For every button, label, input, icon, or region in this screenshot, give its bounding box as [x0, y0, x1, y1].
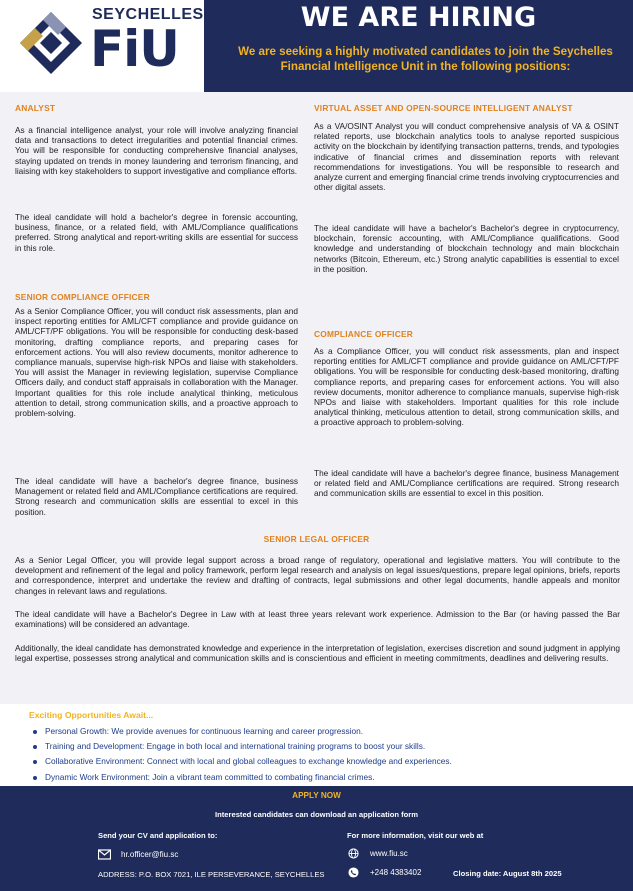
bullet-icon: [33, 760, 37, 764]
compliance-title: COMPLIANCE OFFICER: [314, 329, 413, 339]
bullet-icon: [33, 776, 37, 780]
senior-compliance-requirements: The ideal candidate will have a bachelor's degree finance, business Management or related field and AML/Compliance certifications are required. Strong research and communication skills are essential to excel in this position.: [15, 476, 298, 517]
compliance-requirements: The ideal candidate will have a bachelor's degree finance, business Management or related field and AML/Compliance certifications are required. Strong research and communication skills are essential to excel in this position.: [314, 468, 619, 499]
page-title: WE ARE HIRING: [300, 2, 537, 33]
postal-address: ADDRESS: P.O. BOX 7021, ILE PERSEVERANCE, SEYCHELLES: [98, 870, 325, 879]
apply-now-heading: APPLY NOW: [292, 791, 341, 800]
opportunities-list: [33, 724, 452, 785]
opportunities-title: Exciting Opportunities Await...: [29, 710, 154, 720]
header-band: [204, 0, 633, 92]
header: [0, 0, 633, 92]
fiu-logo-emblem-icon: [18, 10, 84, 76]
download-form-text: Interested candidates can download an application form: [215, 810, 418, 819]
website-link[interactable]: www.fiu.sc: [370, 849, 408, 858]
senior-compliance-description: As a Senior Compliance Officer, you will conduct risk assessments, plan and inspect reporting entities for AML/CFT compliance and provide guidance on AML/CFT/PF obligations. You will be responsible for conducting desk-based monitoring, drafting compliance reports, and preparing cases for enforcement actions. You will also review documents, monitor adherence to compliance manuals, supervise high-risk NPOs and liaise with stakeholders. You will assist the Manager in reviewing legislation, supervise Compliance Officers daily, and conduct staff appraisals in collaboration with the Manager. Important qualities for this role include analytical thinking, meticulous attention to detail, strong communication skills, and a proactive approach to problem-solving.: [15, 306, 298, 419]
list-item: Personal Growth: We provide avenues for continuous learning and career progression.: [33, 724, 452, 739]
senior-legal-requirements: The ideal candidate will have a Bachelor's Degree in Law with at least three years relevant work experience. Admission to the Bar (or having passed the Bar examinations) will be considered an advantage.: [15, 609, 620, 630]
email-link[interactable]: hr.officer@fiu.sc: [121, 850, 179, 859]
senior-legal-title: SENIOR LEGAL OFFICER: [263, 534, 370, 544]
compliance-description: As a Compliance Officer, you will conduct risk assessments, plan and inspect reporting entities for AML/CFT compliance and provide guidance on AML/CFT/PF obligations. You will be responsible for conducting desk-based monitoring, drafting compliance reports, and preparing cases for enforcement actions. You will also review documents, monitor adherence to compliance manuals, supervise high-risk NPOs and liaise with stakeholders. Important qualities for this role include analytical thinking, meticulous attention to detail, strong communication skills, and a proactive approach to problem-solving.: [314, 346, 619, 428]
list-item: Collaborative Environment: Connect with local and global colleagues to exchange knowledge and experiences.: [33, 754, 452, 769]
closing-date: Closing date: August 8th 2025: [453, 869, 562, 878]
positions-section: [0, 92, 633, 704]
phone-contact[interactable]: [347, 867, 421, 878]
phone-icon: [347, 867, 360, 878]
more-info-label: For more information, visit our web at: [347, 831, 484, 840]
phone-number[interactable]: +248 4383402: [370, 868, 422, 877]
fiu-logo: [8, 0, 204, 92]
bullet-icon: [33, 745, 37, 749]
logo-text-seychelles: SEYCHELLES: [92, 6, 204, 23]
senior-compliance-title: SENIOR COMPLIANCE OFFICER: [15, 292, 150, 302]
footer: [0, 786, 633, 891]
globe-icon: [347, 848, 360, 859]
bullet-icon: [33, 730, 37, 734]
envelope-icon: [98, 849, 111, 860]
logo-text-fiu: FiU: [90, 20, 179, 78]
va-osint-requirements: The ideal candidate will have a bachelor's Bachelor's degree in cryptocurrency, blockchain, forensic accounting, with AML/Compliance qualifications. Good knowledge and understanding of blockchain technology and main blockchain networks (Bitcoin, Ethereum, etc.) Strong analytic capabilities is essential to excel in the position.: [314, 223, 619, 274]
email-contact[interactable]: [98, 849, 178, 860]
va-osint-title: VIRTUAL ASSET AND OPEN-SOURCE INTELLIGENT ANALYST: [314, 103, 573, 113]
analyst-requirements: The ideal candidate will hold a bachelor's degree in forensic accounting, business, finance, or a related field, with AML/Compliance qualifications preferred. Strong analytical and report-writing skills are essential for success in this role.: [15, 212, 298, 253]
list-item: Training and Development: Engage in both local and international training programs to boost your skills.: [33, 739, 452, 754]
senior-legal-qualities: Additionally, the ideal candidate has demonstrated knowledge and experience in the interpretation of legislation, exercises discretion and sound judgment in applying legal expertise, possesses strong analytical and communication skills and is conscientious and efficient in meeting commitments, deadlines and delivering results.: [15, 643, 620, 664]
va-osint-description: As a VA/OSINT Analyst you will conduct comprehensive analysis of VA & OSINT related reports, use blockchain analytics tools to analyse reported suspicious activity on the blockchain by identifying transaction patterns, trends, and typologies indicative of financial crimes and dissemination reports with relevant recommendations for investigations. You will be responsible to research and analyze current and emerging financial crime trends involving cryptocurrencies and other digital assets.: [314, 121, 619, 193]
website-contact[interactable]: [347, 848, 408, 859]
list-item: Dynamic Work Environment: Join a vibrant team committed to combating financial crimes.: [33, 770, 452, 785]
page-subtitle: We are seeking a highly motivated candidates to join the Seychelles Financial Intelligence Unit in the following positions:: [238, 45, 613, 73]
send-cv-label: Send your CV and application to:: [98, 831, 218, 840]
senior-legal-description: As a Senior Legal Officer, you will provide legal support across a broad range of regulatory, operational and legislative matters. You will contribute to the development and refinement of the legal and policy framework, perform legal research and analysis on legal issues/questions, prepare legal opinions, briefs, reports and correspondence, interpret and undertake the review and drafting of contracts, legal submissions and other legal documents, handle appeals and monitor changes in relevant laws and regulations.: [15, 555, 620, 596]
analyst-description: As a financial intelligence analyst, your role will involve analyzing financial data and transactions to detect irregularities and potential financial crimes. You will be responsible for conducting comprehensive financial analyses, staying updated on trends in money laundering and terrorism financing, and liaising with key stakeholders to support investigative and compliance efforts.: [15, 125, 298, 176]
opportunities-section: [0, 704, 633, 786]
analyst-title: ANALYST: [15, 103, 56, 113]
